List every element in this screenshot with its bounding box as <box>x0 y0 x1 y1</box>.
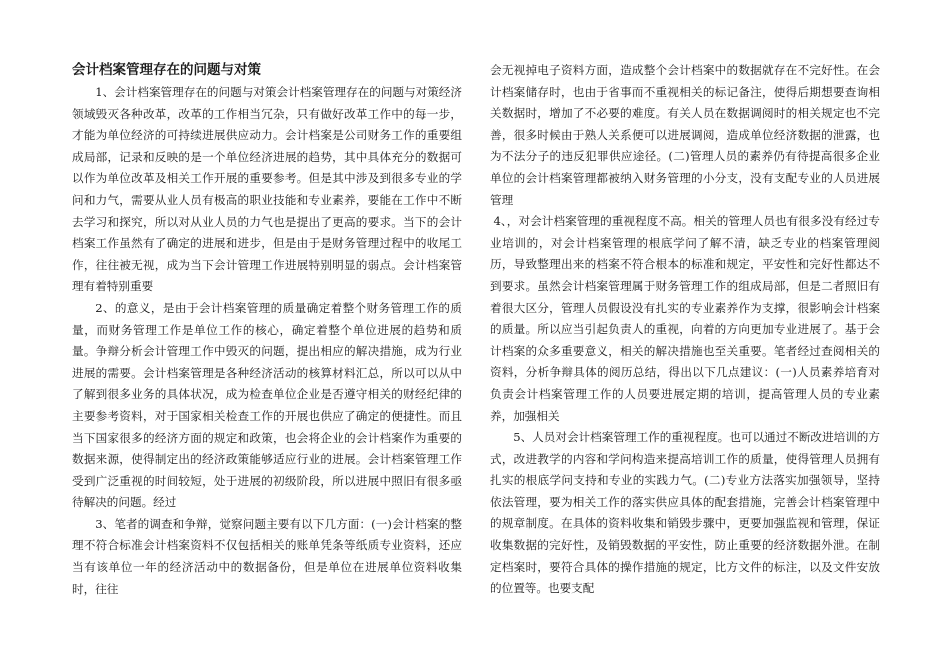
paragraph-3: 3、笔者的调查和争辩，觉察问题主要有以下几方面：(一)会计档案的整理不符合标准会计档案资料不仅包括相关的账单凭条等纸质专业资料，还应当有该单位一年的经济活动中的数据备份，但是单位在进展单位资料收集时，往往 <box>72 516 462 596</box>
paragraph-3-continued: 会无视掉电子资料方面，造成整个会计档案中的数据就存在不完好性。在会计档案储存时，也由于省事而不重视相关的标记备注，使得后期想要查询相关数据时，增加了不必要的难度。有关人员在数据调阅时的相关规定也不完善，很多时候由于熟人关系便可以进展调阅，造成单位经济数据的泄露，也为不法分子的违反犯罪供应途径。(二)管理人员的素养仍有待提高很多企业单位的会计档案管理都被纳入财务管理的小分支，没有支配专业的人员进展管理 <box>490 63 880 207</box>
paragraph-5: 5、人员对会计档案管理工作的重视程度。也可以通过不断改进培训的方式，改进教学的内容和学问构造来提高培训工作的质量，使得管理人员拥有扎实的根底学问支持和专业的实践力气。(二)专业方法落实加强领导，坚持依法管理，要为相关工作的落实供应具体的配套措施，完善会计档案管理中的规章制度。在具体的资料收集和销毁步骤中，更要加强监视和管理，保证收集数据的完好性，及销毁数据的平安性，防止重要的经济数据外泄。在制定档案时，要符合具体的操作措施的规定，比方文件的标注，以及文件安放的位置等。也要支配 <box>490 430 880 596</box>
paragraph-4: 4、，对会计档案管理的重视程度不高。相关的管理人员也有很多没有经过专业培训的，对会计档案管理的根底学问了解不清，缺乏专业的档案管理阅历，导致整理出来的档案不符合根本的标准和规定，平安性和完好性都达不到要求。虽然会计档案管理属于财务管理工作的组成局部，但是二者照旧有着很大区分，管理人员假设没有扎实的专业素养作为支撑，很影响会计档案的质量。所以应当引起负责人的重视，向着的方向更加专业进展了。基于会计档案的众多重要意义，相关的解决措施也至关重要。笔者经过查阅相关的资料，分析争辩具体的阅历总结，得出以下几点建议：(一)人员素养培育对负责会计档案管理工作的人员要进展定期的培训，提高管理人员的专业素养，加强相关 <box>490 214 880 423</box>
paragraph-2: 2、的意义，是由于会计档案管理的质量确定着整个财务管理工作的质量，而财务管理工作是单位工作的核心，确定着整个单位进展的趋势和质量。争辩分析会计管理工作中毁灭的问题，提出相应的解决措施，成为行业进展的需要。会计档案管理是各种经济活动的核算材料汇总，所以可以从中了解到很多业务的具体状况，成为检查单位企业是否遵守相关的财经纪律的主要参考资料，对于国家相关检查工作的开展也供应了确定的便捷性。而且当下国家很多的经济方面的规定和政策，也会将企业的会计档案作为重要的数据来源，使得制定出的经济政策能够适应行业的进展。会计档案管理工作受到广泛重视的时间较短，处于进展的初级阶段，所以进展中照旧有很多亟待解决的问题。经过 <box>72 300 462 510</box>
right-column <box>490 60 880 600</box>
document-title: 会计档案管理存在的问题与对策 <box>72 62 261 78</box>
paragraph-1: 1、会计档案管理存在的问题与对策会计档案管理存在的问题与对策经济领域毁灭各种改革，改革的工作相当冗杂，只有做好改革工作中的每一步，才能为单位经济的可持续进展供应动力。会计档案是公司财务工作的重要组成局部，记录和反映的是一个单位经济进展的趋势，其中具体充分的数据可以作为单位改革及相关工作开展的重要参考。但是其中涉及到很多专业的学问和力气，需要从业人员有极高的职业技能和专业素养，要能在工作中不断去学习和探究，所以对从业人员的力气也是提出了更高的要求。当下的会计档案工作虽然有了确定的进展和进步，但是由于是财务管理过程中的收尾工作，往往被无视，成为当下会计管理工作进展特别明显的弱点。会计档案管理有着特别重要 <box>72 85 462 294</box>
left-column <box>72 60 462 600</box>
